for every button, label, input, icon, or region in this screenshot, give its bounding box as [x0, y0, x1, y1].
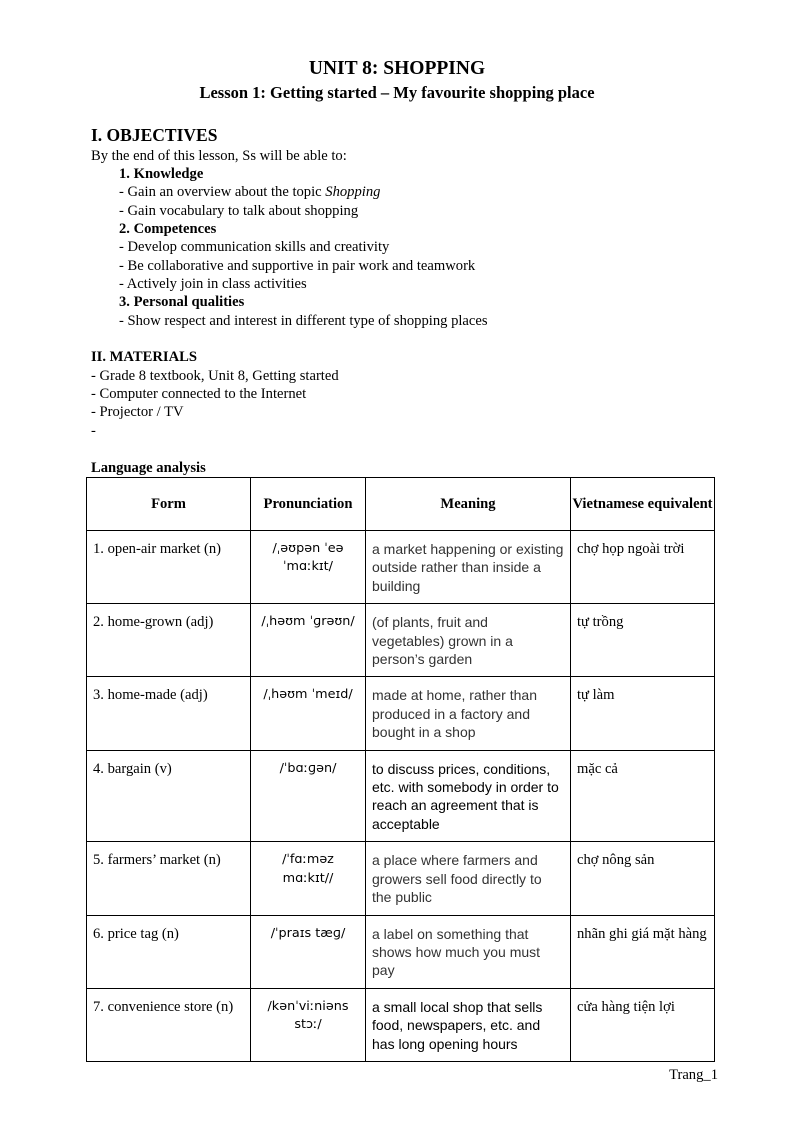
table-row	[87, 531, 715, 604]
knowledge-topic: Shopping	[325, 184, 381, 200]
material-item: - Computer connected to the Internet	[91, 386, 307, 402]
unit-title: UNIT 8: SHOPPING	[308, 58, 486, 79]
form-cell: 4. bargain (v)	[93, 760, 172, 777]
knowledge-item	[119, 183, 380, 201]
meaning-cell: to discuss prices, conditions, etc. with somebody in order to reach an agreement that is acceptable	[372, 760, 559, 832]
pronunciation-cell: /ˌhəʊm ˈmeɪd/	[263, 687, 353, 703]
materials-heading: II. MATERIALS	[91, 349, 197, 365]
knowledge-item: - Gain vocabulary to talk about shopping	[119, 203, 359, 219]
personal-quality-item: - Show respect and interest in different type of shopping places	[119, 313, 488, 329]
pronunciation-cell: /ˈbɑːɡən/	[279, 760, 337, 776]
pronunciation-cell: /kənˈviːniəns stɔː/	[267, 998, 349, 1033]
vocabulary-table	[86, 477, 715, 1062]
form-cell: 3. home-made (adj)	[93, 687, 208, 704]
form-cell-text: 7. convenience store (n)	[93, 998, 234, 1015]
column-header-pronunciation: Pronunciation	[251, 478, 366, 531]
table-row	[87, 842, 715, 915]
form-cell: 2. home-grown (adj)	[93, 614, 214, 631]
pronunciation-cell: /ˈfɑːməz mɑːkɪt//	[282, 852, 334, 886]
vietnamese-cell: chợ nông sản	[577, 852, 655, 869]
vietnamese-cell: tự làm	[577, 687, 615, 704]
table-header-row	[87, 478, 715, 531]
table-row	[87, 604, 715, 677]
table-row	[87, 677, 715, 750]
column-header-vietnamese: Vietnamese equivalent	[571, 478, 715, 531]
competence-item: - Develop communication skills and creativity	[119, 239, 390, 255]
material-item: - Projector / TV	[91, 404, 184, 420]
form-cell: 1. open-air market (n)	[93, 541, 222, 557]
meaning-cell: a label on something that shows how much you must pay	[372, 925, 541, 979]
lesson-title: Lesson 1: Getting started – My favourite shopping place	[199, 83, 595, 102]
form-cell	[87, 989, 250, 1024]
vietnamese-cell: tự trồng	[577, 614, 624, 631]
competence-item: - Actively join in class activities	[119, 276, 307, 292]
table-row	[87, 988, 715, 1061]
table-row	[87, 915, 715, 988]
knowledge-heading: 1. Knowledge	[119, 166, 204, 182]
meaning-cell: a small local shop that sells food, newspapers, etc. and has long opening hours	[372, 998, 543, 1052]
material-item: - Grade 8 textbook, Unit 8, Getting started	[91, 368, 339, 384]
vietnamese-cell: nhãn ghi giá mặt hàng	[577, 925, 707, 942]
competence-item: - Be collaborative and supportive in pair work and teamwork	[119, 258, 476, 274]
column-header-meaning: Meaning	[366, 478, 571, 531]
pronunciation-cell: /ˌhəʊm ˈɡrəʊn/	[261, 614, 355, 630]
pronunciation-cell: /ˌəʊpən ˈeə ˈmɑːkɪt/	[272, 541, 344, 575]
meaning-cell: (of plants, fruit and vegetables) grown in a person’s garden	[372, 614, 513, 668]
knowledge-item-text: - Gain an overview about the topic	[119, 184, 326, 200]
column-header-form: Form	[87, 478, 251, 531]
form-cell: 5. farmers’ market (n)	[93, 852, 221, 869]
objectives-intro: By the end of this lesson, Ss will be able to:	[91, 148, 347, 164]
vietnamese-cell: cửa hàng tiện lợi	[577, 998, 675, 1015]
table-row	[87, 750, 715, 842]
meaning-cell: a market happening or existing outside rather than inside a building	[372, 541, 564, 594]
vietnamese-cell: mặc cả	[577, 760, 618, 777]
personal-qualities-heading: 3. Personal qualities	[119, 294, 245, 310]
material-item: -	[91, 423, 96, 439]
competences-heading: 2. Competences	[119, 221, 217, 237]
language-analysis-heading: Language analysis	[91, 460, 206, 476]
form-cell: 6. price tag (n)	[93, 925, 179, 942]
pronunciation-cell: /ˈpraɪs tæɡ/	[270, 925, 346, 941]
meaning-cell: made at home, rather than produced in a factory and bought in a shop	[372, 687, 537, 741]
vietnamese-cell: chợ họp ngoài trời	[577, 541, 685, 557]
page-number: Trang_1	[669, 1067, 718, 1083]
objectives-heading: I. OBJECTIVES	[91, 125, 218, 145]
meaning-cell: a place where farmers and growers sell food directly to the public	[372, 852, 542, 906]
